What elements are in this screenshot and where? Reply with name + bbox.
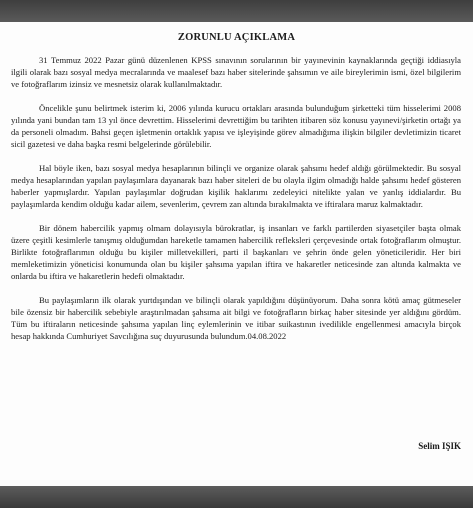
- paragraph-3: Hal böyle iken, bazı sosyal medya hesaplarının bilinçli ve organize olarak şahsımı hedef aldığı görülmektedir. Bu sosyal medya hesaplarından yapılan paylaşımlara dayanarak bazı haber siteleri de bu olayla ilgim olmadığı halde şahsımı hedef gösteren haberler yapmışlardır. Yapılan paylaşımlar doğrudan kişilik haklarımı zedeleyici nitelikte yalan ve yanlış iddialardır. Bu paylaşımlarda kendim olduğu kadar ailem, sevenlerim, çevrem zan altında bırakılmakta ve iftiralara maruz kalmaktadır.: [11, 163, 461, 209]
- paragraph-5: Bu paylaşımların ilk olarak yurtdışından ve bilinçli olarak yapıldığını düşünüyorum. Daha sonra kötü amaç gütmeseler bile özensiz bir habercilik sebebiyle araştırılmadan şahsıma ait bilgi ve fotoğrafların birkaç haber sitesinde yer aldığını gördüm. Tüm bu iftiraların neticesinde şahsıma yapılan linç eylemlerinin ve itibar suikastının ivedilikle engellenmesi amacıyla birçok hesap hakkında Cumhuriyet Savcılığına suç duyurusunda bulundum.04.08.2022: [11, 295, 461, 341]
- paragraph-1: 31 Temmuz 2022 Pazar günü düzenlenen KPSS sınavının sorularının bir yayınevinin kaynaklarında geçtiği iddiasıyla ilgili olarak bazı sosyal medya mecralarında ve maalesef bazı haber sitelerinde şahsımın ve aile bireylerimin ismi, özel bilgilerim ve fotoğraflarım izinsiz ve mesnetsiz olarak kullanılmaktadır.: [11, 55, 461, 89]
- document-body: [11, 54, 461, 354]
- document-title: ZORUNLU AÇIKLAMA: [177, 32, 296, 43]
- bottom-dark-band: [0, 486, 473, 508]
- paragraph-4: Bir dönem habercilik yapmış olmam dolayısıyla bürokratlar, iş insanları ve farklı partilerden siyasetçiler başta olmak üzere çeşitli kesimlerle tanışmış olduğumdan hareketle tamamen habercilik refleksleri çerçevesinde ortak fotoğraflarım olmuştur. Birlikte fotoğraflarımın olduğu bu kişiler milletvekilleri, parti il başkanları ve şehrin önde gelen yöneticileridir. Her biri memleketimizin yöneticisi konumunda olan bu kişiler şahsıma yapılan iftira ve hakaretler neticesinde zan altında kalmakta ve onlarda bu iftira ve hakaretlerin hedefi olmaktadır.: [11, 223, 461, 281]
- signature-name: Selim IŞIK: [418, 441, 461, 451]
- paragraph-2: Öncelikle şunu belirtmek isterim ki, 2006 yılında kurucu ortakları arasında bulunduğum şirketteki tüm hisselerimi 2008 yılında yani bundan tam 13 yıl önce devrettim. Hisselerimi devrettiğim bu tarihten itibaren söz konusu yayınevi/şirketin ortağı ya da personeli olmadım. Bahsi geçen işletmenin ortaklık yapısı ve işleyişinde görev almadığıma ilişkin bilgiler devletimizin ticaret sicil gazetesi ve daha başka resmi belgelerinde görülebilir.: [11, 103, 461, 149]
- top-dark-band: [0, 0, 473, 22]
